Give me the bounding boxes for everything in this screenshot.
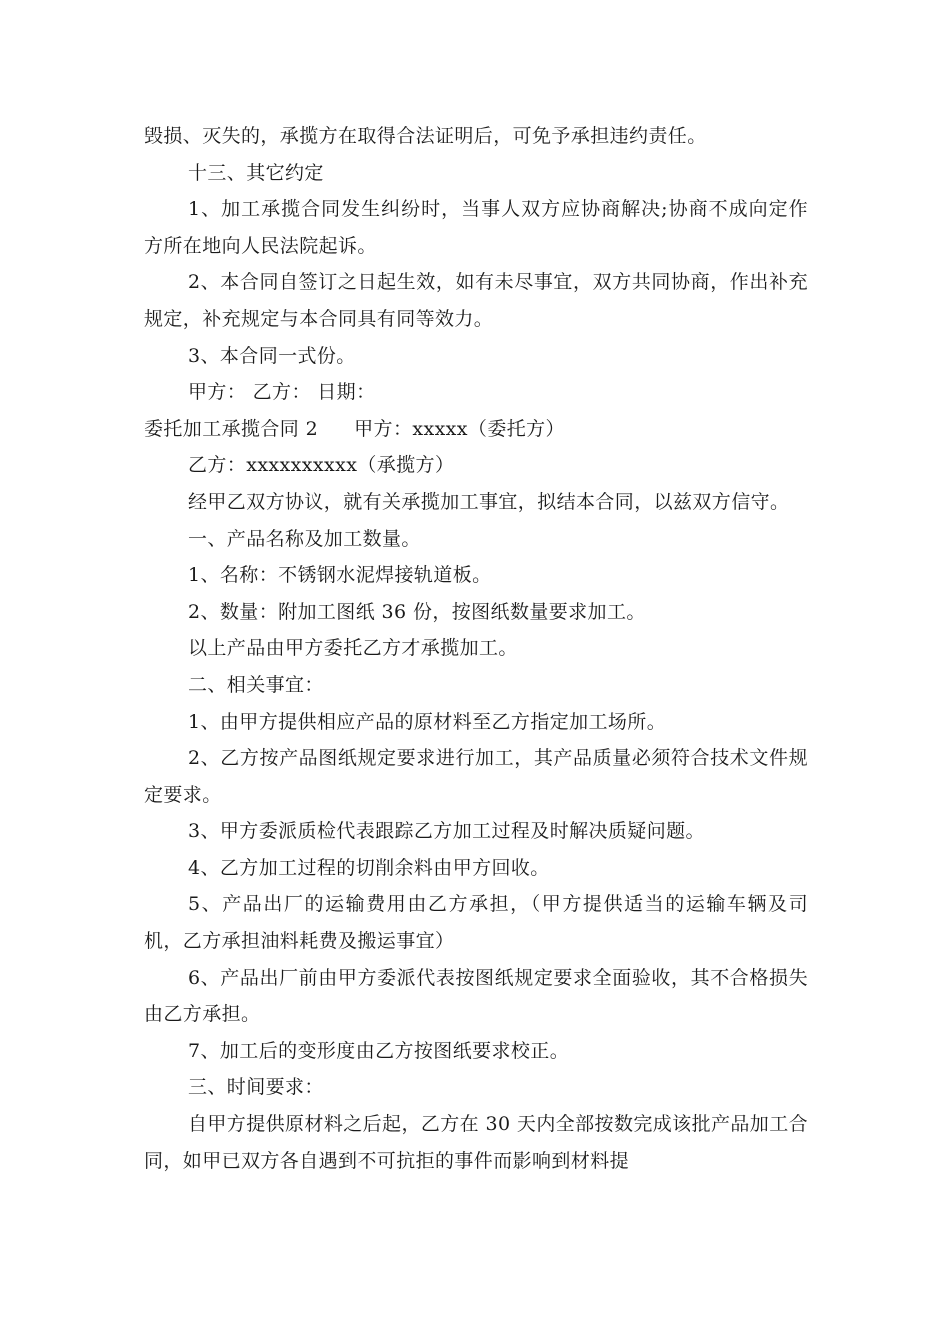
section-heading-product: 一、产品名称及加工数量。 — [188, 527, 421, 550]
document-body — [144, 118, 808, 1179]
section-heading-other-terms: 十三、其它约定 — [188, 161, 324, 184]
paragraph: 毁损、灭失的，承揽方在取得合法证明后，可免予承担违约责任。 — [144, 125, 707, 147]
paragraph: 1、加工承揽合同发生纠纷时，当事人双方应协商解决;协商不成向定作方所在地向人民法院起诉。 — [144, 198, 808, 257]
party-b-line: 乙方：xxxxxxxxxx（承揽方） — [188, 454, 455, 477]
section-heading-related-matters: 二、相关事宜： — [188, 673, 324, 696]
party-a-line: 甲方：xxxxx（委托方） — [354, 417, 565, 440]
paragraph: 经甲乙双方协议，就有关承揽加工事宜，拟结本合同，以兹双方信守。 — [188, 490, 790, 513]
paragraph: 4、乙方加工过程的切削余料由甲方回收。 — [188, 856, 550, 879]
contract-title-line — [144, 411, 808, 448]
section-heading-time-requirements: 三、时间要求： — [188, 1076, 324, 1099]
paragraph: 7、加工后的变形度由乙方按图纸要求校正。 — [188, 1039, 570, 1062]
paragraph: 3、甲方委派质检代表跟踪乙方加工过程及时解决质疑问题。 — [188, 820, 705, 843]
paragraph: 2、数量：附加工图纸 36 份，按图纸数量要求加工。 — [188, 600, 646, 623]
contract-title: 委托加工承揽合同 2 — [144, 417, 319, 440]
paragraph: 2、本合同自签订之日起生效，如有未尽事宜，双方共同协商，作出补充规定，补充规定与本合同具有同等效力。 — [144, 271, 808, 330]
paragraph: 以上产品由甲方委托乙方才承揽加工。 — [188, 637, 518, 660]
paragraph: 6、产品出厂前由甲方委派代表按图纸规定要求全面验收，其不合格损失由乙方承担。 — [144, 966, 808, 1026]
paragraph: 自甲方提供原材料之后起，乙方在 30 天内全部按数完成该批产品加工合同，如甲已双方各自遇到不可抗拒的事件而影响到材料提 — [144, 1113, 808, 1172]
paragraph: 1、由甲方提供相应产品的原材料至乙方指定加工场所。 — [188, 710, 667, 733]
paragraph: 5、产品出厂的运输费用由乙方承担，（甲方提供适当的运输车辆及司机，乙方承担油料耗费及搬运事宜） — [144, 893, 808, 953]
paragraph: 1、名称：不锈钢水泥焊接轨道板。 — [188, 564, 492, 587]
paragraph: 3、本合同一式份。 — [188, 344, 356, 367]
paragraph: 2、乙方按产品图纸规定要求进行加工，其产品质量必须符合技术文件规定要求。 — [144, 747, 808, 806]
signature-line: 甲方： 乙方： 日期： — [188, 381, 376, 404]
